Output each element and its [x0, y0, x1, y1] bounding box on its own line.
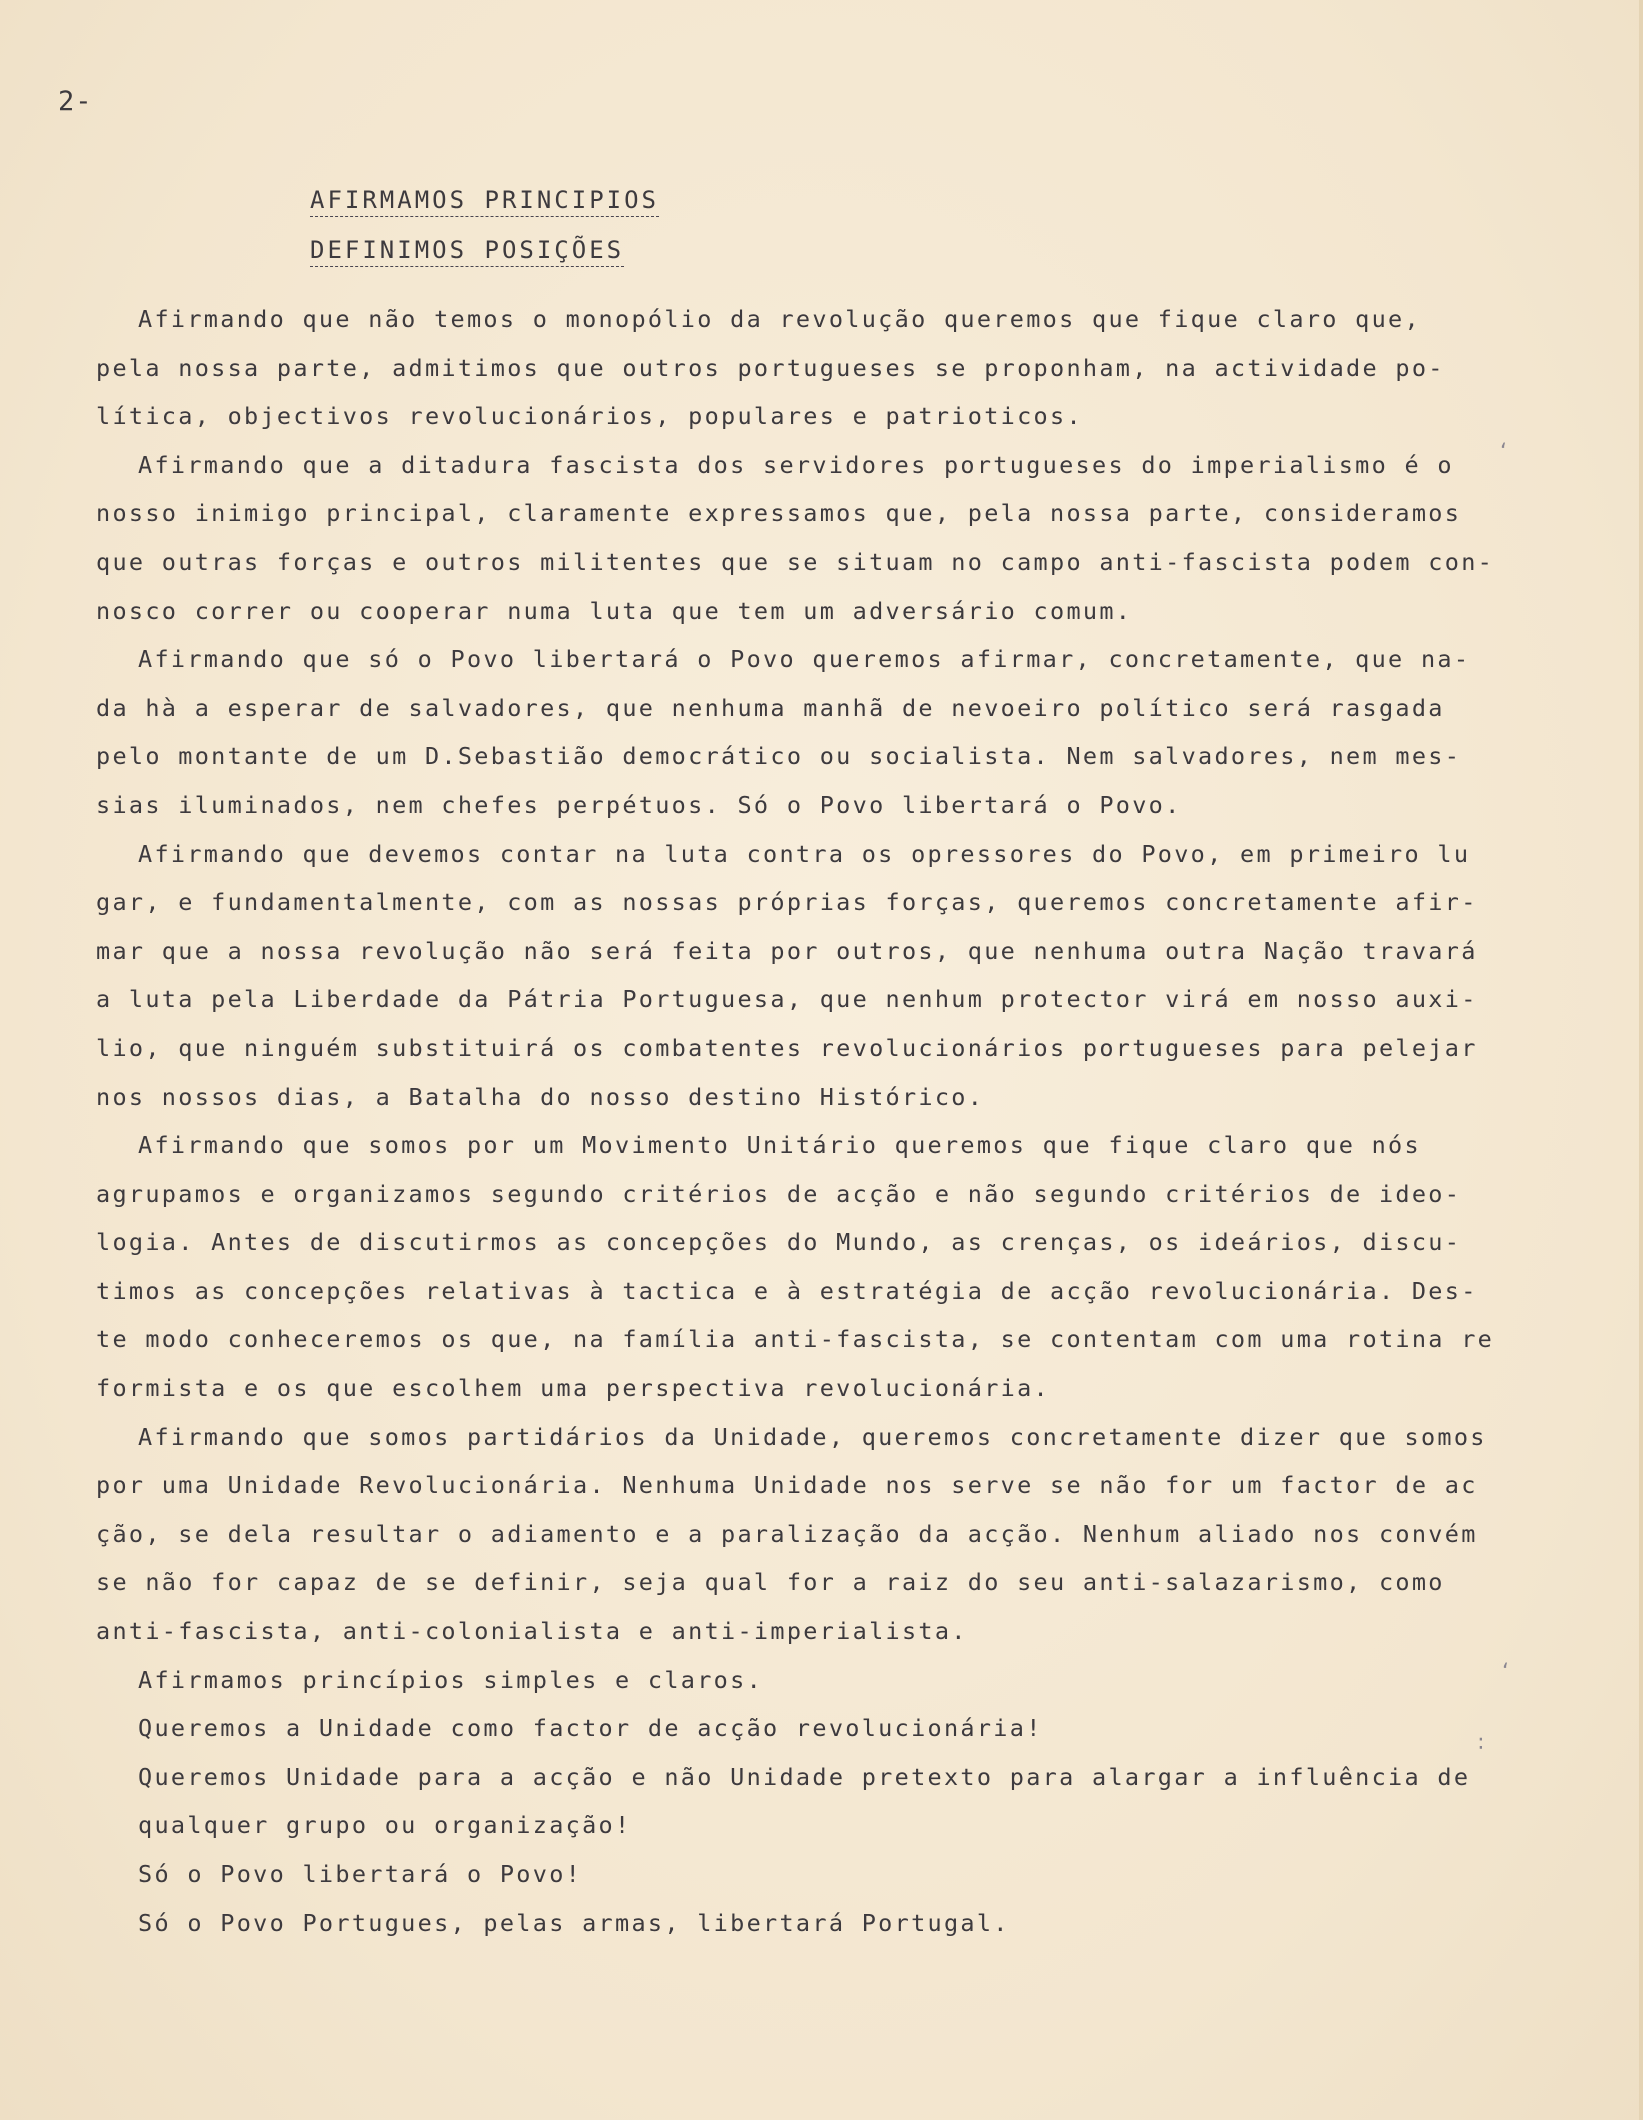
- text-line: sias iluminados, nem chefes perpétuos. Só o Povo libertará o Povo.: [96, 790, 1182, 819]
- text-line: logia. Antes de discutirmos as concepções do Mundo, as crenças, os ideários, discu-: [96, 1228, 1462, 1257]
- text-line: te modo conheceremos os que, na família anti-fascista, se contentam com uma rotina re: [96, 1325, 1495, 1354]
- text-line: gar, e fundamentalmente, com as nossas próprias forças, queremos concretamente afir-: [96, 888, 1478, 917]
- page-number: 2-: [58, 86, 93, 117]
- text-line: ção, se dela resultar o adiamento e a paralização da acção. Nenhum aliado nos convém: [96, 1519, 1478, 1548]
- text-line: Só o Povo libertará o Povo!: [138, 1860, 583, 1888]
- text-line: que outras forças e outros militentes que se situam no campo anti-fascista podem con-: [96, 547, 1495, 576]
- text-line: nosso inimigo principal, claramente expressamos que, pela nossa parte, consideramos: [96, 499, 1462, 528]
- text-line: se não for capaz de se definir, seja qual for a raiz do seu anti-salazarismo, como: [96, 1568, 1445, 1597]
- text-line: qualquer grupo ou organização!: [138, 1811, 632, 1840]
- text-line: Afirmando que não temos o monopólio da revolução queremos que fique claro que,: [138, 305, 1421, 333]
- text-line: por uma Unidade Revolucionária. Nenhuma Unidade nos serve se não for um factor de ac: [96, 1471, 1478, 1500]
- text-line: agrupamos e organizamos segundo critérios de acção e não segundo critérios de ideo-: [96, 1179, 1462, 1208]
- text-line: Afirmando que a ditadura fascista dos servidores portugueses do imperialismo é o: [138, 450, 1454, 479]
- text-line: Afirmamos princípios simples e claros.: [138, 1665, 764, 1694]
- paper-edge: [1639, 0, 1643, 2120]
- text-line: timos as concepções relativas à tactica e à estratégia de acção revolucionária. Des-: [96, 1276, 1478, 1305]
- text-line: mar que a nossa revolução não será feita por outros, que nenhuma outra Nação travará: [96, 936, 1478, 965]
- text-line: pelo montante de um D.Sebastião democrático ou socialista. Nem salvadores, nem mes-: [96, 742, 1462, 771]
- text-line: Queremos Unidade para a acção e não Unidade pretexto para alargar a influência de: [138, 1762, 1471, 1791]
- text-line: Afirmando que somos por um Movimento Unitário queremos que fique claro que nós: [138, 1131, 1421, 1160]
- text-line: Só o Povo Portugues, pelas armas, libertará Portugal.: [138, 1908, 1010, 1937]
- text-line: nosco correr ou cooperar numa luta que tem um adversário comum.: [96, 596, 1133, 625]
- margin-mark: ‘: [1502, 1660, 1509, 1685]
- text-line: lítica, objectivos revolucionários, populares e patrioticos.: [96, 402, 1083, 431]
- text-line: a luta pela Liberdade da Pátria Portuguesa, que nenhum protector virá em nosso auxi-: [96, 985, 1478, 1014]
- document-body: [96, 295, 1495, 1947]
- heading-positions: DEFINIMOS POSIÇÕES: [310, 236, 624, 267]
- text-line: pela nossa parte, admitimos que outros portugueses se proponham, na actividade po-: [96, 353, 1445, 382]
- text-line: Queremos a Unidade como factor de acção revolucionária!: [138, 1714, 1043, 1743]
- text-line: Afirmando que só o Povo libertará o Povo queremos afirmar, concretamente, que na-: [138, 645, 1471, 674]
- margin-mark: ∶: [1478, 1732, 1484, 1757]
- text-line: anti-fascista, anti-colonialista e anti-imperialista.: [96, 1617, 968, 1646]
- text-line: Afirmando que somos partidários da Unidade, queremos concretamente dizer que somos: [138, 1422, 1487, 1451]
- text-line: nos nossos dias, a Batalha do nosso destino Histórico.: [96, 1082, 985, 1111]
- text-line: da hà a esperar de salvadores, que nenhuma manhã de nevoeiro político será rasgada: [96, 693, 1445, 722]
- heading-principles: AFIRMAMOS PRINCIPIOS: [310, 186, 659, 217]
- text-line: formista e os que escolhem uma perspectiva revolucionária.: [96, 1374, 1050, 1403]
- text-line: lio, que ninguém substituirá os combatentes revolucionários portugueses para pelejar: [96, 1033, 1478, 1062]
- margin-mark: ‘: [1500, 440, 1507, 465]
- text-line: Afirmando que devemos contar na luta contra os opressores do Povo, em primeiro lu: [138, 839, 1471, 868]
